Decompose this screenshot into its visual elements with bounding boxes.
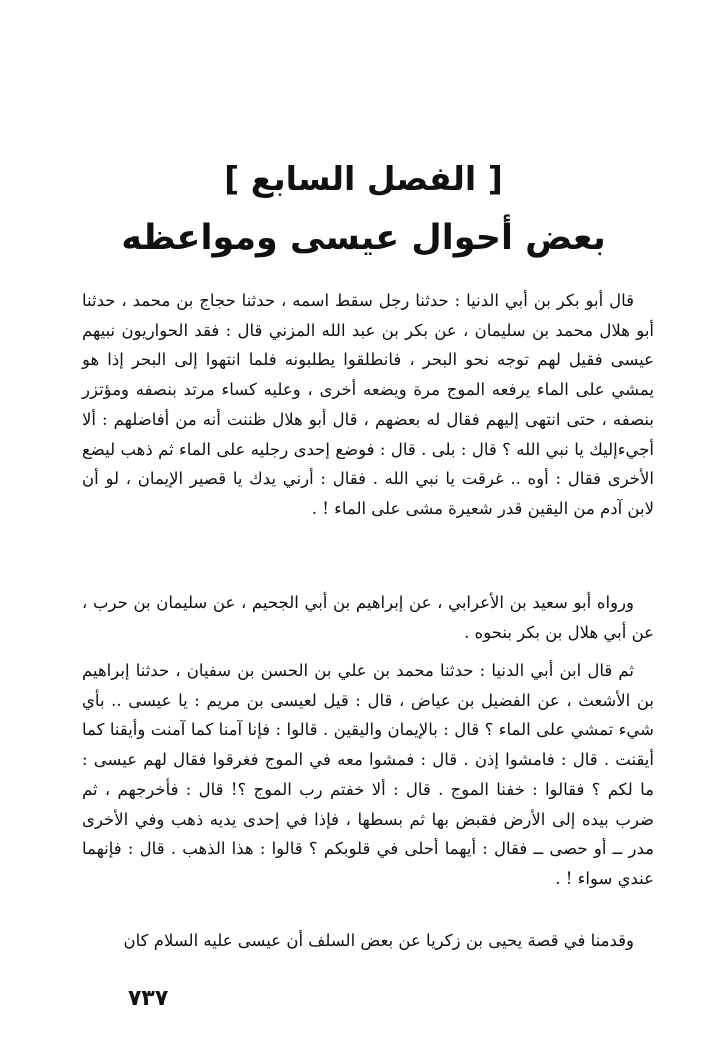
page-number: ٧٣٧: [128, 986, 169, 1011]
paragraph-1: [82, 286, 654, 524]
paragraph-text: وقدمنا في قصة يحيى بن زكريا عن بعض السلف أن عيسى عليه السلام كان: [123, 931, 634, 950]
chapter-label: [ الفصل السابع ]: [224, 159, 503, 198]
chapter-title: بعض أحوال عيسى ومواعظه: [121, 218, 606, 258]
paragraph-4: [82, 926, 654, 956]
paragraph-text: قال أبو بكر بن أبي الدنيا : حدثنا رجل سقط اسمه ، حدثنا حجاج بن محمد ، حدثنا أبو هلال محمد بن سليمان ، عن بكر بن عبد الله المزني قال : فقد الحواريون نبيهم عيسى فقيل لهم توجه نحو البحر ، فانطلقوا يطلبونه فلما انتهوا إلى البحر إذا هو يمشي على الماء يرفعه الموج مرة ويضعه أخرى ، وعليه كساء مرتد بنصفه ومؤتزر بنصفه ، حتى انتهى إليهم فقال له بعضهم ، قال أبو هلال ظننت أنه من أفاضلهم : ألا أجيءإليك يا نبي الله ؟ قال : بلى . قال : فوضع إحدى رجليه على الماء ثم ذهب ليضع الأخرى فقال : أوه .. غرقت يا نبي الله . فقال : أرني يدك يا قصير الإيمان ، لو أن لابن آدم من اليقين قدر شعيرة مشى على الماء ! .: [82, 291, 654, 518]
paragraph-text: ورواه أبو سعيد بن الأعرابي ، عن إبراهيم بن أبي الجحيم ، عن سليمان بن حرب ، عن أبي هلال بن بكر بنحوه .: [82, 593, 654, 642]
paragraph-2: [82, 588, 654, 647]
paragraph-text: ثم قال ابن أبي الدنيا : حدثنا محمد بن علي بن الحسن بن سفيان ، حدثنا إبراهيم بن الأشعث ، عن الفضيل بن عياض ، قال : قيل لعيسى بن مريم : يا عيسى .. بأي شيء تمشي على الماء ؟ قال : بالإيمان واليقين . قالوا : فإنا آمنا كما آمنت وأيقنا كما أيقنت . قال : فامشوا إذن . قال : فمشوا معه في الموج فغرقوا فقال لهم عيسى : ما لكم ؟ فقالوا : خفنا الموج . قال : ألا خفتم رب الموج ؟! قال : فأخرجهم ، ثم ضرب بيده إلى الأرض فقبض بها ثم بسطها ، فإذا في إحدى يديه ذهب وفي الأخرى مدر ــ أو حصى ــ فقال : أيهما أحلى في قلوبكم ؟ قالوا : هذا الذهب . قال : فإنهما عندي سواء ! .: [82, 661, 654, 888]
paragraph-3: [82, 656, 654, 894]
